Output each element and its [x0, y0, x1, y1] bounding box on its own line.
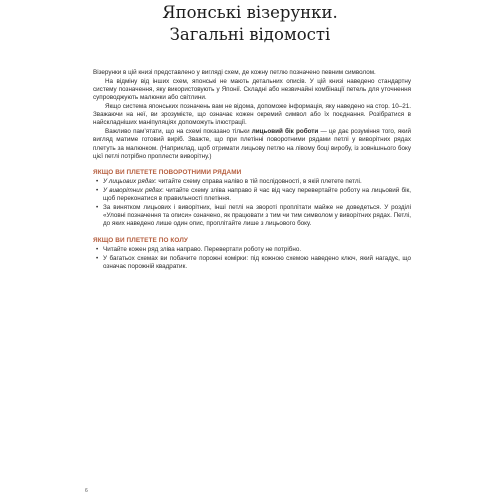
right-side-text-end: — це дає розуміння того, який вигляд матиме готовий виріб. Зважте, що при плетінні поворотними рядами петлі у виворітних рядах плетуть за малюнком. (Наприклад, щоб отримати лицьову петлю на лівому боці виробу, із зовнішнього боку цієї петлі потрібно проплести виворітну.) — [93, 128, 411, 160]
list-item — [96, 187, 412, 203]
list-item — [96, 254, 411, 271]
page-number: 6 — [85, 488, 88, 494]
body-text — [93, 69, 411, 272]
bullet-icon: • — [96, 187, 99, 195]
right-side-text-start: Важливо пам’ятати, що на схемі показано тільки — [105, 128, 252, 136]
page-title-line-1: Японські візерунки. — [162, 3, 338, 22]
list-item-label: У виворітних рядах — [103, 187, 163, 195]
section-heading-in-the-round: ЯКЩО ВИ ПЛЕТЕТЕ ПО КОЛУ — [93, 236, 188, 244]
list-item-text: За винятком лицьових і виворітних, інші петлі на звороті проплітати майже не доведеться. У розділі «Уловні позначення та описи» означено, як працювати з тим чи тим символом у виворітних рядах. Петлі, до яких наведено лише один опис, проплітайте лише з лицьового боку. — [103, 204, 411, 228]
bullet-icon: • — [96, 204, 99, 212]
standard-system-paragraph: На відміну від інших схем, японські не мають детальних описів. У цій книзі наведено стандартну систему позначення, яку використовують у Японії. Складні або незвичайні комбінації петель для уточнення супроводжують малюнки або світлини. — [93, 77, 411, 102]
in-the-round-list — [93, 246, 411, 271]
list-item-text: : читайте схему справа наліво в тій послідовності, в якій плетете петлі. — [154, 178, 362, 186]
list-item-text: : читайте схему зліва направо й час від часу перевертайте роботу на лицьовий бік, щоб переконатися в правильності плетіння. — [103, 187, 412, 203]
section-heading-back-and-forth: ЯКЩО ВИ ПЛЕТЕТЕ ПОВОРОТНИМИ РЯДАМИ — [93, 169, 242, 177]
back-and-forth-list — [93, 178, 411, 228]
bullet-icon: • — [96, 245, 99, 253]
bullet-icon: • — [96, 178, 99, 186]
list-item-text: Читайте кожен ряд зліва направо. Перевертати роботу не потрібно. — [103, 245, 302, 253]
right-side-emphasis: лицьовий бік роботи — [251, 128, 319, 136]
list-item-text: У багатьох схемах ви побачите порожні комірки: під кожною схемою наведено ключ, який нагадує, що означає порожній квадратик. — [103, 254, 411, 270]
list-item — [96, 178, 411, 186]
intro-paragraph: Візерунки в цій книзі представлено у вигляді схем, де кожну петлю позначено певним символом. — [93, 69, 376, 76]
list-item — [96, 204, 411, 229]
bullet-icon: • — [96, 254, 99, 262]
symbols-reference-paragraph: Якщо система японських позначень вам не відома, допоможе інформація, яку наведено на стор. 10–21. Зважаючи на неї, ви зрозумієте, що означає кожен окремий символ або їх поєднання. Розібратися в найскладніших маніпуляціях допоможуть ілюстрації. — [93, 103, 411, 127]
right-side-paragraph — [93, 128, 411, 161]
list-item — [96, 245, 411, 254]
page-title-line-2: Загальні відомості — [169, 25, 331, 44]
list-item-label: У лицьових рядах — [103, 178, 155, 186]
